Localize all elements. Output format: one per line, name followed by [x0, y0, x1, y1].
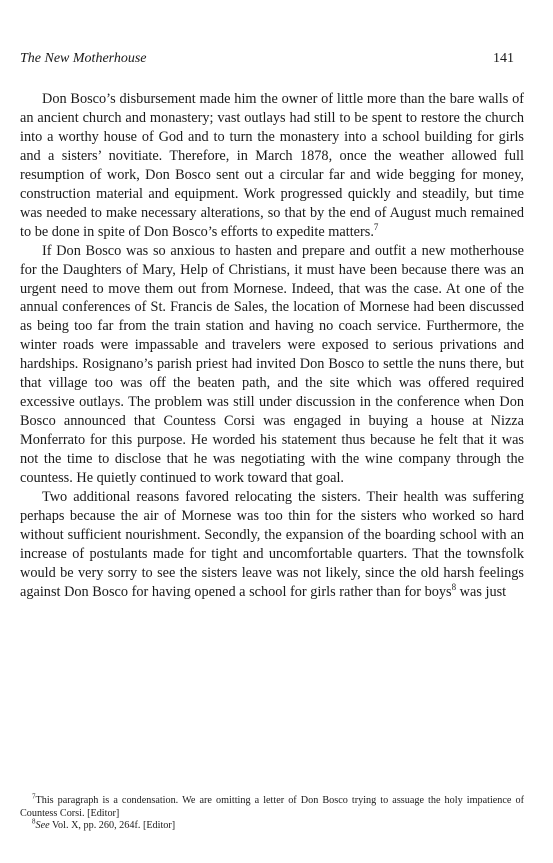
running-head [20, 50, 514, 70]
paragraph-3-continuation: was just [456, 583, 507, 600]
footnote-7 [20, 792, 524, 820]
paragraph-2 [20, 242, 524, 488]
paragraph-1 [20, 90, 524, 242]
footnote-7-mark: 7 [32, 792, 36, 801]
running-title: The New Motherhouse [20, 51, 147, 66]
paragraph-2-text: If Don Bosco was so anxious to hasten and prepare and outfit a new motherhouse for the Daughters of Mary, Help of Christians, it must have been because there was an urgent need to move them out from Mornese. Indeed, that was the case. At one of the annual conferences of St. Francis de Sales, the location of Mornese had been discussed as being too far from the train station and having no coach service. Furthermore, the winter roads were impassable and travelers were exposed to serious privations and hardships. Rosignano’s parish priest had invited Don Bosco to settle the nuns there, but that village too was off the beaten path, and the site which was offered required excessive outlays. The problem was still under discussion in the conference when Don Bosco announced that Countess Corsi was engaged in buying a house at Nizza Monferrato for this purpose. He worded his statement thus because he felt that it was not the time to disclose that he was negotiating with the wine company through the countess. He quietly continued to work toward that goal. [20, 242, 524, 487]
footnote-ref-8: 8 [451, 582, 457, 593]
footnote-7-text: This paragraph is a condensation. We are omitting a letter of Don Bosco trying to assuage the holy impatience of Countess Corsi. [Editor] [20, 795, 524, 819]
paragraph-3 [20, 488, 524, 602]
page-number: 141 [493, 51, 514, 66]
footnote-8-text: Vol. X, pp. 260, 264f. [Editor] [49, 820, 176, 831]
footnote-ref-7: 7 [373, 221, 379, 232]
footnotes [20, 792, 524, 833]
paragraph-1-text: Don Bosco’s disbursement made him the owner of little more than the bare walls of an ancient church and monastery; vast outlays had still to be spent to restore the church into a worthy house of God and to turn the monastery into a school building for girls and a sisters’ novitiate. Therefore, in March 1878, once the weather allowed full resumption of work, Don Bosco sent out a circular far and wide begging for money, construction material and equipment. Work progressed quickly and steadily, but time was needed to make necessary alterations, so that by the end of August much remained to be done in spite of Don Bosco’s efforts to expedite matters. [20, 91, 524, 240]
body-text [20, 90, 524, 602]
footnote-8-mark: 8 [32, 817, 36, 826]
footnote-8 [20, 817, 524, 833]
paragraph-3-text: Two additional reasons favored relocating the sisters. Their health was suffering perhaps because the air of Mornese was too thin for the sisters who worked so hard without sufficient nourishment. Secondly, the expansion of the boarding school with an increase of postulants made for tight and uncomfortable quarters. That the townsfolk would be very sorry to see the sisters leave was not likely, since the old harsh feelings against Don Bosco for having opened a school for girls rather than for boys [20, 489, 524, 600]
footnote-8-see: See [35, 820, 50, 831]
